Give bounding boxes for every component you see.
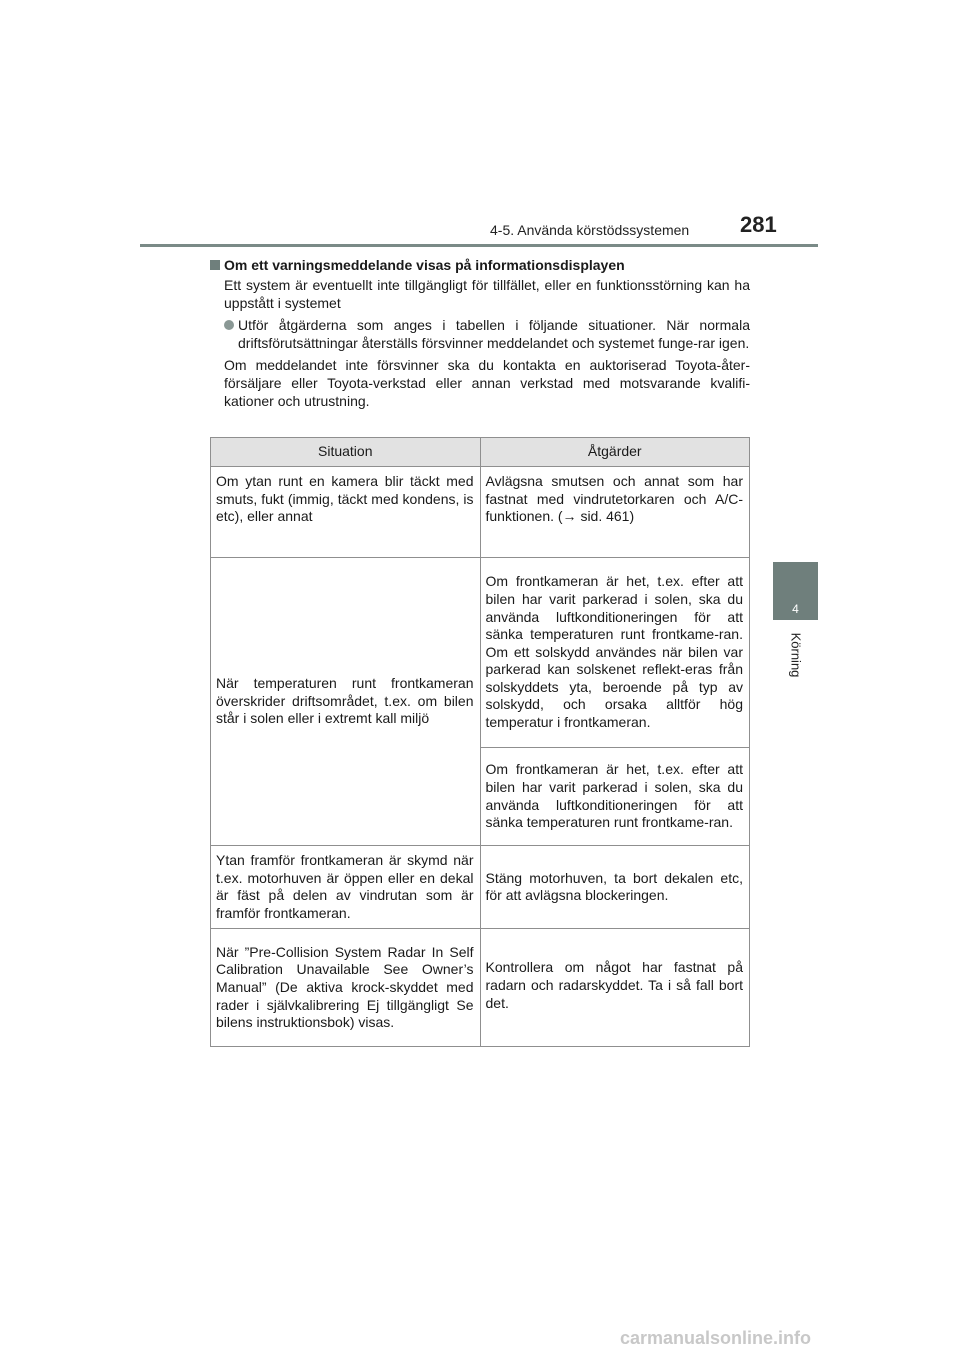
section-title: 4-5. Använda körstödssystemen (490, 222, 690, 238)
table-row (211, 467, 750, 558)
intro-paragraph: Ett system är eventuellt inte tillgängligt för tillfället, eller en funktionsstörning kan ha uppstått i systemet (224, 277, 750, 311)
circle-bullet-icon (224, 320, 234, 330)
page-number: 281 (740, 212, 777, 237)
situation-table (210, 437, 750, 1047)
chapter-number: 4 (792, 602, 799, 616)
column-header-situation: Situation (211, 438, 481, 467)
bullet-text: Utför åtgärderna som anges i tabellen i följande situationer. När normala driftsförutsättningar återställs försvinner meddelandet och systemet funge-rar igen. (238, 317, 750, 351)
situation-cell: När temperaturen runt frontkameran överskrider driftsområdet, t.ex. om bilen står i solen eller i extremt kall miljö (211, 558, 481, 846)
action-cell: Avlägsna smutsen och annat som har fastnat med vindrutetorkaren och A/C-funktionen. (→ sid. 461) (480, 467, 750, 558)
action-cell: Om frontkameran är het, t.ex. efter att bilen har varit parkerad i solen, ska du använda luftkonditioneringen för att sänka temperaturen runt frontkame-ran. (480, 748, 750, 846)
contact-paragraph: Om meddelandet inte försvinner ska du kontakta en auktoriserad Toyota-åter-försäljare eller Toyota-verkstad eller annan verkstad med motsvarande kvalifi-kationer och utrustning. (224, 357, 750, 409)
situation-cell: När ”Pre-Collision System Radar In Self Calibration Unavailable See Owner’s Manual” (De aktiva krock-skyddet med rader i självkalibrering Ej tillgängligt Se bilens instruktionsbok) visas. (211, 929, 481, 1047)
header-rule (140, 244, 818, 247)
bullet-item (210, 316, 750, 352)
table-row (211, 929, 750, 1047)
action-cell: Stäng motorhuven, ta bort dekalen etc, för att avlägsna blockeringen. (480, 846, 750, 929)
square-bullet-icon (210, 260, 220, 270)
action-cell: Kontrollera om något har fastnat på radarn och radarskyddet. Ta i så fall bort det. (480, 929, 750, 1047)
action-cell: Om frontkameran är het, t.ex. efter att bilen har varit parkerad i solen, ska du använda luftkonditioneringen för att sänka temperaturen runt frontkame-ran. Om ett solskydd användes när bilen var parkerad kan solskenet reflekt-eras från solskyddets yta, beroende på typ av solskydd, och orsaka alltför hög temperatur i frontkameran. (480, 558, 750, 748)
main-content (210, 256, 750, 414)
situation-cell: Ytan framför frontkameran är skymd när t.ex. motorhuven är öppen eller en dekal är fäst på delen av vindrutan som är framför frontkameran. (211, 846, 481, 929)
chapter-tab (773, 562, 818, 620)
situation-cell: Om ytan runt en kamera blir täckt med smuts, fukt (immig, täckt med kondens, is etc), eller annat (211, 467, 481, 558)
page-header (0, 0, 960, 250)
watermark: carmanualsonline.info (620, 1328, 812, 1348)
section-heading-text: Om ett varningsmeddelande visas på informationsdisplayen (224, 257, 625, 273)
table-row (211, 558, 750, 748)
section-heading (210, 256, 750, 274)
table-row (211, 846, 750, 929)
column-header-actions: Åtgärder (480, 438, 750, 467)
chapter-label: Körning (788, 632, 804, 678)
table-header-row (211, 438, 750, 467)
